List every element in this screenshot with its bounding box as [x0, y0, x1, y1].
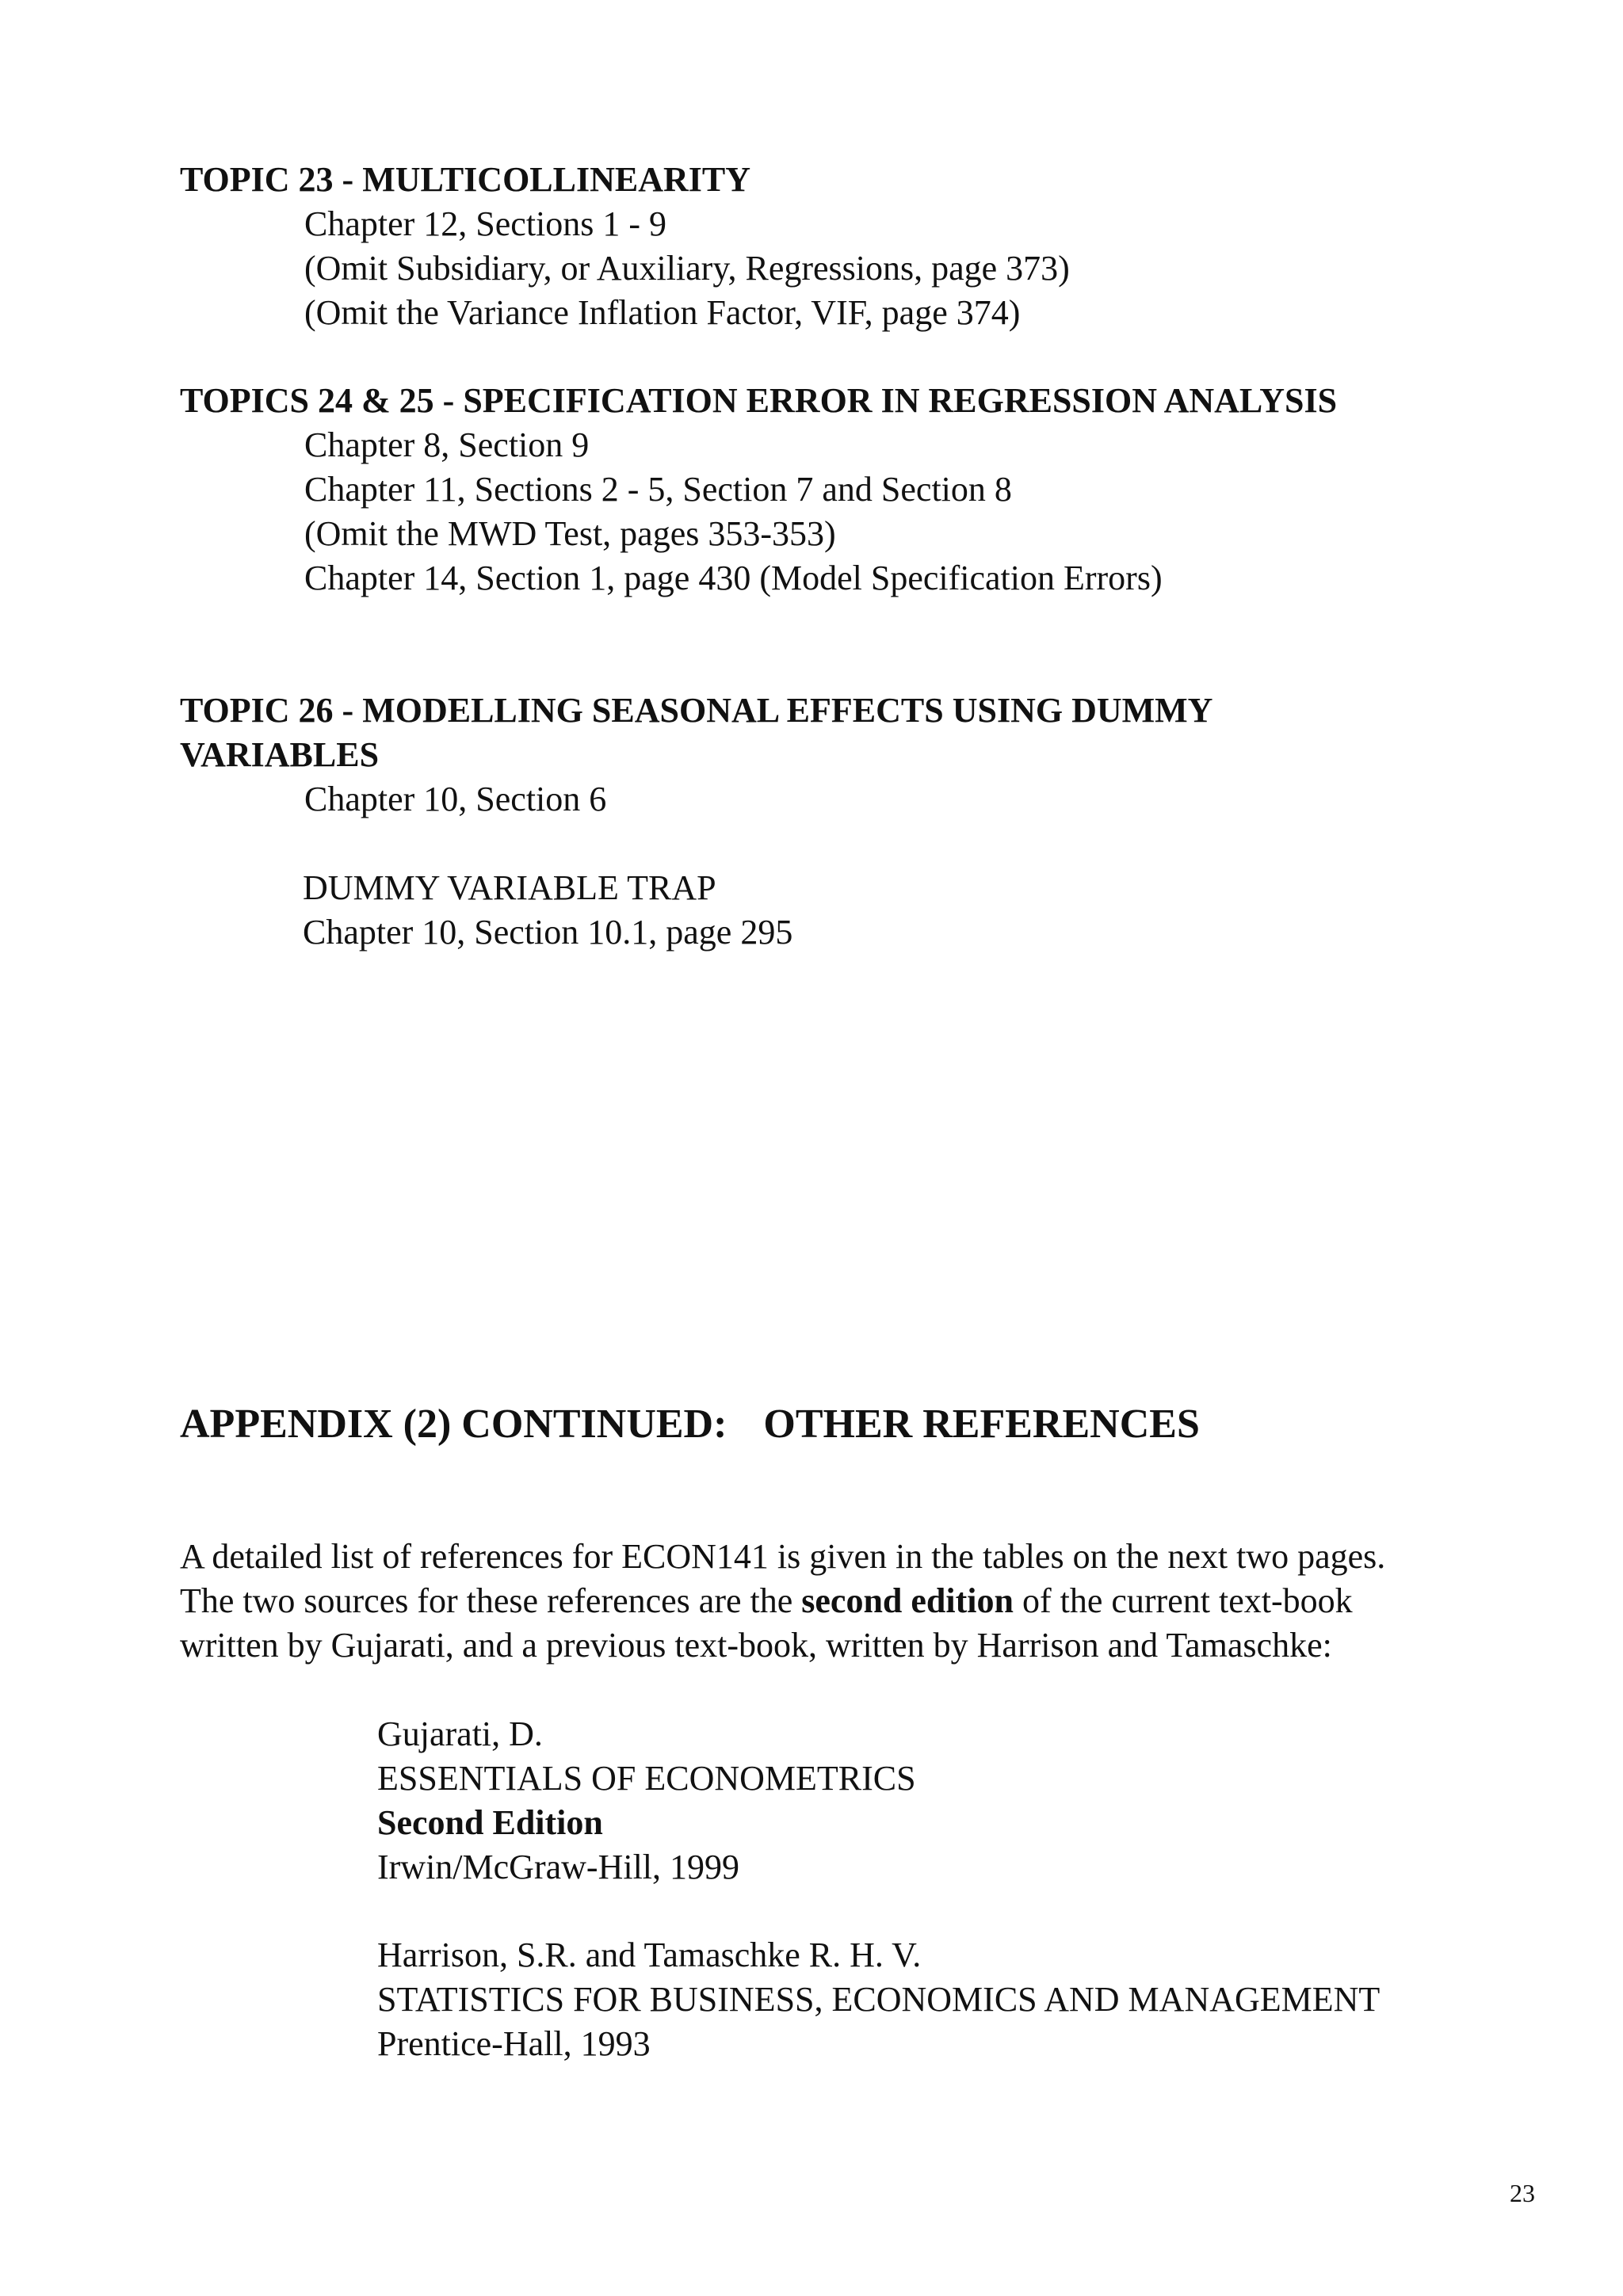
- topic-23-line: Chapter 12, Sections 1 - 9: [304, 204, 667, 243]
- appendix-paragraph-line: A detailed list of references for ECON141 is given in the tables on the next two pages.: [180, 1537, 1386, 1576]
- para-bold-text: second edition: [801, 1581, 1014, 1620]
- appendix-paragraph-line: [180, 1579, 1353, 1623]
- appendix-paragraph-line: written by Gujarati, and a previous text-book, written by Harrison and Tamaschke:: [180, 1626, 1332, 1665]
- reference-publisher: Irwin/McGraw-Hill, 1999: [377, 1848, 740, 1886]
- reference-title: STATISTICS FOR BUSINESS, ECONOMICS AND MANAGEMENT: [377, 1980, 1381, 2019]
- topic-23-line: (Omit the Variance Inflation Factor, VIF, page 374): [304, 293, 1021, 332]
- topic-24-25-line: Chapter 11, Sections 2 - 5, Section 7 and Section 8: [304, 470, 1012, 509]
- para-text: of the current text-book: [1013, 1581, 1353, 1620]
- topic-24-25-line: Chapter 8, Section 9: [304, 425, 590, 464]
- reference-publisher: Prentice-Hall, 1993: [377, 2024, 651, 2063]
- reference-title: ESSENTIALS OF ECONOMETRICS: [377, 1759, 916, 1798]
- reference-edition: Second Edition: [377, 1803, 603, 1842]
- page-number: 23: [1510, 2179, 1535, 2207]
- appendix-heading: [180, 1399, 1200, 1450]
- topic-24-25-line: (Omit the MWD Test, pages 353-353): [304, 514, 836, 553]
- topic-26-heading-cont: VARIABLES: [180, 735, 380, 774]
- dummy-trap-reference: Chapter 10, Section 10.1, page 295: [303, 913, 793, 952]
- reference-author: Gujarati, D.: [377, 1714, 543, 1753]
- topic-23-heading: TOPIC 23 - MULTICOLLINEARITY: [180, 160, 751, 199]
- topic-26-line: Chapter 10, Section 6: [304, 780, 607, 818]
- appendix-heading-part1: APPENDIX (2) CONTINUED:: [180, 1402, 727, 1447]
- topic-24-25-line: Chapter 14, Section 1, page 430 (Model Specification Errors): [304, 559, 1163, 597]
- topic-23-line: (Omit Subsidiary, or Auxiliary, Regressions, page 373): [304, 249, 1070, 288]
- reference-author: Harrison, S.R. and Tamaschke R. H. V.: [377, 1936, 922, 1974]
- topic-24-25-heading: TOPICS 24 & 25 - SPECIFICATION ERROR IN REGRESSION ANALYSIS: [180, 381, 1338, 420]
- topic-26-heading: TOPIC 26 - MODELLING SEASONAL EFFECTS USING DUMMY: [180, 691, 1213, 730]
- appendix-heading-part2: OTHER REFERENCES: [763, 1402, 1200, 1447]
- dummy-trap-title: DUMMY VARIABLE TRAP: [303, 868, 716, 907]
- para-text: The two sources for these references are the: [180, 1581, 802, 1620]
